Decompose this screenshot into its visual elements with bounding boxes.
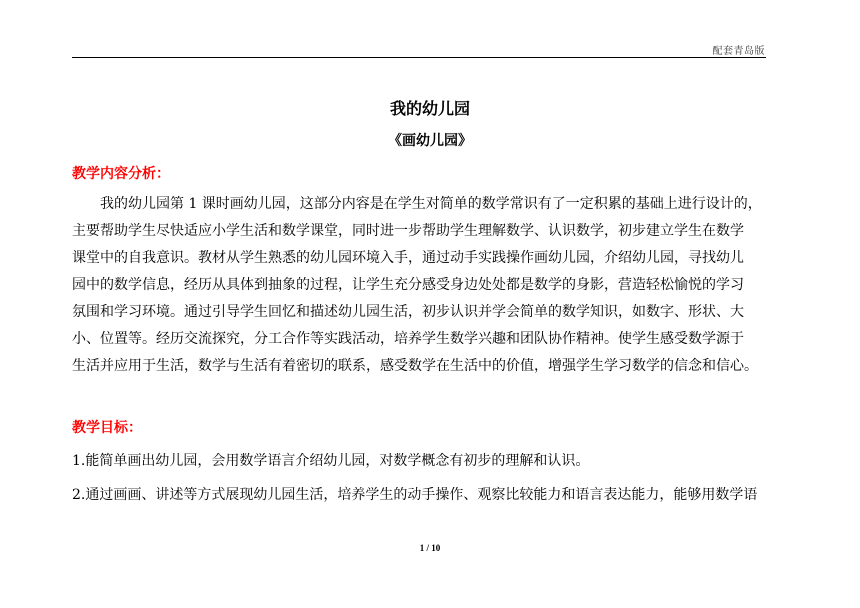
paragraph-line: 生活并应用于生活，数学与生活有着密切的联系，感受数学在生活中的价值，增强学生学习数学的信念和信心。: [72, 358, 758, 374]
header-divider: [72, 57, 766, 58]
header-edition-label: 配套青岛版: [712, 46, 765, 57]
paragraph-line: 小、位置等。经历交流探究，分工合作等实践活动，培养学生数学兴趣和团队协作精神。使学生感受数学源于: [72, 331, 744, 347]
goal-item-2: 2.通过画画、讲述等方式展现幼儿园生活，培养学生的动手操作、观察比较能力和语言表达能力，能够用数学语: [72, 487, 758, 503]
document-subtitle: 《画幼儿园》: [388, 133, 472, 149]
paragraph-line: 氛围和学习环境。通过引导学生回忆和描述幼儿园生活，初步认识并学会简单的数学知识，如数字、形状、大: [72, 304, 744, 320]
page-number: 1 / 10: [419, 543, 441, 553]
paragraph-line: 园中的数学信息，经历从具体到抽象的过程，让学生充分感受身边处处都是数学的身影，营造轻松愉悦的学习: [72, 277, 744, 293]
goals-heading: 教学目标：: [72, 420, 142, 436]
analysis-paragraph: [72, 191, 772, 380]
analysis-heading: 教学内容分析：: [72, 166, 170, 182]
paragraph-line: 主要帮助学生尽快适应小学生活和数学课堂，同时进一步帮助学生理解数学、认识数学，初步建立学生在数学: [72, 223, 744, 239]
document-title: 我的幼儿园: [389, 99, 470, 118]
paragraph-line: 我的幼儿园第 1 课时画幼儿园，这部分内容是在学生对简单的数学常识有了一定积累的基础上进行设计的，: [100, 196, 762, 212]
paragraph-line: 课堂中的自我意识。教材从学生熟悉的幼儿园环境入手，通过动手实践操作画幼儿园，介绍幼儿园，寻找幼儿: [72, 250, 744, 266]
goal-item-1: 1.能简单画出幼儿园，会用数学语言介绍幼儿园，对数学概念有初步的理解和认识。: [72, 453, 590, 469]
